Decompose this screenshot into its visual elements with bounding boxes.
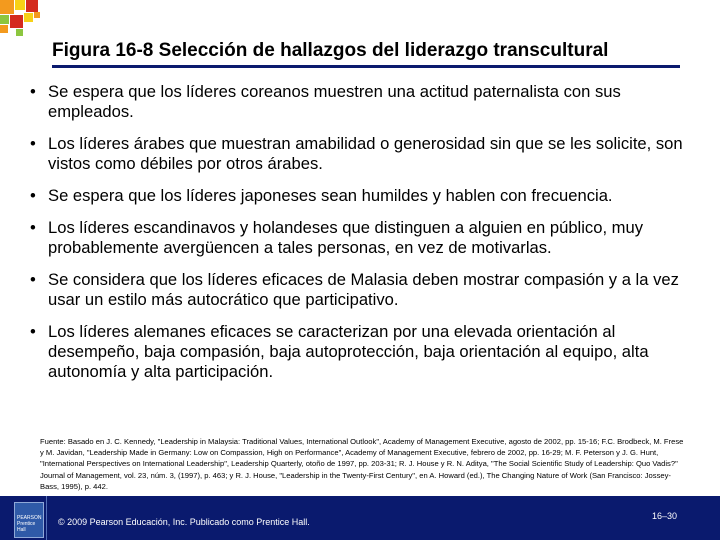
page-number: 16–30 [652,511,678,521]
bullet-item [28,186,698,206]
bullet-item [28,134,698,174]
bullet-marker: • [30,270,36,289]
bullet-marker: • [30,134,36,153]
bullet-item [28,270,698,310]
bullet-text: Los líderes escandinavos y holandeses que distinguen a alguien en público, muy probablemente avergüencen a tales personas, en vez de motivarlas. [48,218,644,257]
footer-divider [46,496,47,540]
bullet-marker: • [30,186,36,205]
bullet-item [28,218,698,258]
bullet-marker: • [30,82,36,101]
corner-square [34,12,40,18]
corner-square [24,13,33,22]
bullet-text: Se espera que los líderes coreanos muestren una actitud paternalista con sus empleados. [48,82,621,121]
corner-square [0,15,9,24]
bullet-text: Los líderes alemanes eficaces se caracterizan por una elevada orientación al desempeño, baja compasión, baja autoprotección, baja orientación al equipo, alta autonomía y alta participación. [48,322,649,381]
corner-square [15,0,25,10]
corner-square [0,0,14,14]
bullet-marker: • [30,322,36,341]
corner-square [26,0,38,12]
bullet-item [28,82,698,122]
bullet-text: Se espera que los líderes japoneses sean humildes y hablen con frecuencia. [48,186,613,205]
bullet-item [28,322,698,382]
source-citation: Fuente: Basado en J. C. Kennedy, "Leadership in Malaysia: Traditional Values, International Outlook", Academy of Management Executive, agosto de 2002, pp. 15-16; F.C. Brodbeck, M. Frese y M. Javidan, "Leadership Made in Germany: Low on Compassion, High on Performance", Academy of Management Executive, febrero de 2002, pp. 16-29; M. F. Peterson y J. G. Hunt, "International Perspectives on International Leadership", Leadership Quarterly, otoño de 1997, pp. 203-31; R. J. House y R. N. Aditya, "The Social Scientific Study of Leadership: Quo Vadis?" Journal of Management, vol. 23, núm. 3, (1997), p. 463; y R. J. House, "Leadership in the Twenty-First Century", en A. Howard (ed.), The Changing Nature of Work (San Francisco: Jossey-Bass, 1995), p. 442. [40,437,684,491]
footer-bar [0,496,720,540]
corner-square [16,29,23,36]
bullet-text: Los líderes árabes que muestran amabilidad o generosidad sin que se les solicite, son vistos como débiles por otros árabes. [48,134,683,173]
book-cover-icon [14,502,44,538]
corner-square [10,15,23,28]
book-cover-label: PEARSON Prentice Hall [17,515,42,533]
corner-square [0,25,8,33]
bullet-marker: • [30,218,36,237]
slide-title: Figura 16-8 Selección de hallazgos del liderazgo transcultural [52,40,609,61]
copyright-text: © 2009 Pearson Educación, Inc. Publicado como Prentice Hall. [58,517,310,527]
bullet-text: Se considera que los líderes eficaces de Malasia deben mostrar compasión y a la vez usar un estilo más autocrático que participativo. [48,270,679,309]
bullet-list [28,82,698,394]
title-underline [52,65,680,68]
title-bar [40,38,680,66]
